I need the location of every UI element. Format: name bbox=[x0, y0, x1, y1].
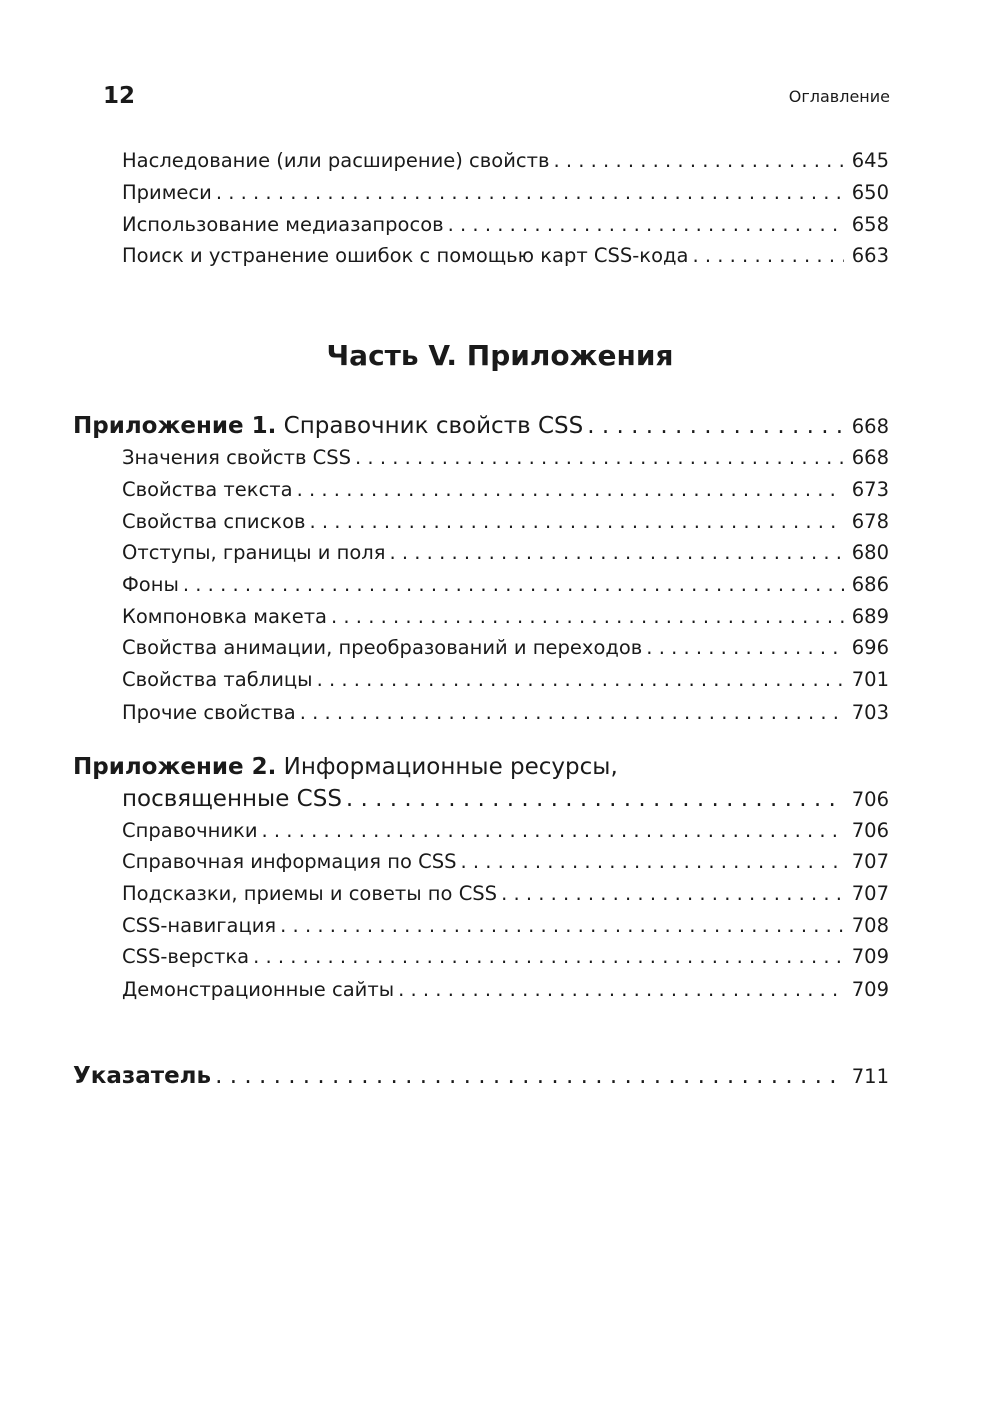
dot-leader bbox=[216, 177, 844, 209]
toc-entry[interactable] bbox=[122, 145, 889, 177]
toc-entry[interactable] bbox=[122, 846, 889, 878]
toc-entry[interactable] bbox=[122, 601, 889, 633]
dot-leader bbox=[398, 974, 844, 1006]
dot-leader bbox=[300, 697, 844, 729]
toc-entry-title: Прочие свойства bbox=[122, 701, 296, 724]
toc-entry[interactable] bbox=[122, 209, 889, 241]
toc-entry-page: 708 bbox=[851, 914, 889, 937]
dot-leader bbox=[215, 1060, 844, 1092]
toc-entry-title: Справочная информация по CSS bbox=[122, 850, 457, 873]
toc-entry[interactable] bbox=[122, 632, 889, 664]
dot-leader bbox=[646, 632, 843, 664]
toc-entry-page: 696 bbox=[851, 636, 889, 659]
running-head: Оглавление bbox=[788, 87, 890, 106]
toc-entry-page: 663 bbox=[851, 244, 889, 267]
toc-entry-page: 678 bbox=[851, 510, 889, 533]
toc-entry-title: Наследование (или расширение) свойств bbox=[122, 149, 550, 172]
toc-entry-title: CSS-навигация bbox=[122, 914, 277, 937]
toc-entry[interactable] bbox=[122, 697, 889, 729]
dot-leader bbox=[183, 569, 844, 601]
toc-entry-page: 689 bbox=[851, 605, 889, 628]
toc-entry-title: Свойства текста bbox=[122, 478, 293, 501]
toc-entry-page: 668 bbox=[851, 446, 889, 469]
toc-entry-page: 706 bbox=[851, 819, 889, 842]
toc-entry-page: 650 bbox=[851, 181, 889, 204]
toc-entry[interactable] bbox=[122, 442, 889, 474]
toc-entry-page: 711 bbox=[851, 1065, 889, 1088]
toc-entry[interactable] bbox=[122, 474, 889, 506]
dot-leader bbox=[253, 941, 844, 973]
toc-entry[interactable] bbox=[122, 240, 889, 272]
toc-entry[interactable] bbox=[122, 537, 889, 569]
toc-entry-title: CSS-верстка bbox=[122, 945, 250, 968]
toc-entry-page: 645 bbox=[851, 149, 889, 172]
index-label: Указатель bbox=[73, 1063, 212, 1089]
toc-entry-page: 668 bbox=[851, 415, 889, 438]
toc-entry-title: Отступы, границы и поля bbox=[122, 541, 386, 564]
appendix-title-text: посвященные CSS bbox=[122, 786, 342, 812]
dot-leader bbox=[280, 910, 844, 942]
toc-entry-page: 707 bbox=[851, 882, 889, 905]
dot-leader bbox=[501, 878, 844, 910]
dot-leader bbox=[317, 664, 844, 696]
toc-entry-page: 709 bbox=[851, 978, 889, 1001]
part-heading: Часть V. Приложения bbox=[326, 339, 674, 372]
dot-leader bbox=[355, 442, 844, 474]
toc-entry-page: 658 bbox=[851, 213, 889, 236]
toc-entry-page: 703 bbox=[851, 701, 889, 724]
dot-leader bbox=[389, 537, 843, 569]
toc-entry[interactable] bbox=[122, 974, 889, 1006]
toc-entry[interactable] bbox=[122, 177, 889, 209]
appendix-label: Приложение 2. bbox=[73, 754, 277, 780]
dot-leader bbox=[460, 846, 843, 878]
toc-entry-title: Подсказки, приемы и советы по CSS bbox=[122, 882, 498, 905]
toc-entry[interactable] bbox=[122, 506, 889, 538]
toc-entry-page: 673 bbox=[851, 478, 889, 501]
toc-entry-title: Значения свойств CSS bbox=[122, 446, 352, 469]
toc-entry-page: 686 bbox=[851, 573, 889, 596]
dot-leader bbox=[262, 815, 844, 847]
dot-leader bbox=[297, 474, 844, 506]
toc-entry[interactable] bbox=[122, 910, 889, 942]
appendix-label: Приложение 1. bbox=[73, 413, 277, 439]
toc-index[interactable] bbox=[73, 1060, 889, 1092]
page-number: 12 bbox=[103, 83, 136, 109]
toc-entry-page: 680 bbox=[851, 541, 889, 564]
toc-entry-title: Примеси bbox=[122, 181, 212, 204]
toc-entry-page: 707 bbox=[851, 850, 889, 873]
toc-entry[interactable] bbox=[122, 569, 889, 601]
toc-entry[interactable] bbox=[122, 878, 889, 910]
toc-index-title bbox=[73, 1060, 211, 1092]
appendix-title-text: Информационные ресурсы, bbox=[283, 754, 618, 780]
toc-appendix-title bbox=[73, 410, 583, 442]
toc-entry-title: Свойства анимации, преобразований и переходов bbox=[122, 636, 643, 659]
toc-entry-page: 706 bbox=[851, 788, 889, 811]
toc-entry-title: Свойства таблицы bbox=[122, 668, 313, 691]
dot-leader bbox=[331, 601, 844, 633]
toc-appendix-2-line2[interactable] bbox=[122, 783, 889, 815]
dot-leader bbox=[692, 240, 843, 272]
toc-entry-title: Фоны bbox=[122, 573, 179, 596]
toc-entry[interactable] bbox=[122, 815, 889, 847]
toc-entry-title: Поиск и устранение ошибок с помощью карт CSS-кода bbox=[122, 244, 689, 267]
toc-entry-title: Демонстрационные сайты bbox=[122, 978, 395, 1001]
appendix-title-text: Справочник свойств CSS bbox=[283, 413, 584, 439]
toc-entry-title: Использование медиазапросов bbox=[122, 213, 444, 236]
toc-entry-title: Справочники bbox=[122, 819, 258, 842]
dot-leader bbox=[553, 145, 843, 177]
toc-entry-title: Компоновка макета bbox=[122, 605, 328, 628]
dot-leader bbox=[346, 783, 844, 815]
toc-entry-page: 701 bbox=[851, 668, 889, 691]
dot-leader bbox=[310, 506, 844, 538]
toc-entry[interactable] bbox=[122, 941, 889, 973]
toc-appendix-2-line1[interactable] bbox=[73, 751, 618, 783]
toc-entry-page: 709 bbox=[851, 945, 889, 968]
toc-appendix-1[interactable] bbox=[73, 410, 889, 442]
toc-entry[interactable] bbox=[122, 664, 889, 696]
dot-leader bbox=[448, 209, 844, 241]
toc-entry-title: Свойства списков bbox=[122, 510, 306, 533]
dot-leader bbox=[587, 410, 844, 442]
